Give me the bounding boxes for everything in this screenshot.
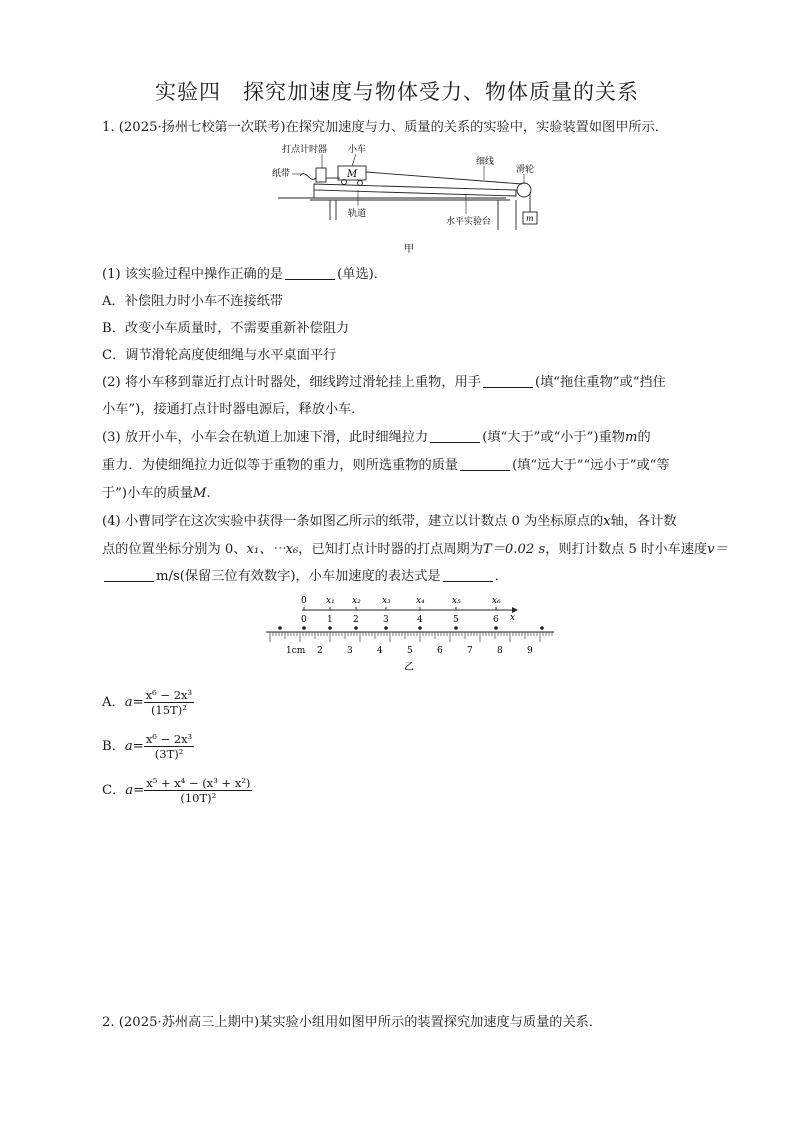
ruler-label: 6 xyxy=(437,646,443,656)
q1-part3-text-c: 的 xyxy=(637,430,651,445)
choice-a-var: a xyxy=(124,695,133,710)
q1-part3-text-e: (填“远大于”“远小于”或“等 xyxy=(512,458,670,473)
axis-top-label: x₄ xyxy=(416,596,425,606)
var-M: M. xyxy=(193,486,211,501)
option-c: C．调节滑轮高度使细绳与水平桌面平行 xyxy=(102,348,337,363)
var-v: v＝ xyxy=(707,542,728,557)
answer-blank-6[interactable] xyxy=(443,567,493,582)
q1-part4-line3 xyxy=(102,567,508,587)
label-string: 细线 xyxy=(476,157,495,167)
axis-mid-label: 5 xyxy=(453,615,459,625)
q1-part4-text-g: ． xyxy=(494,569,508,584)
axis-top-label: x₆ xyxy=(492,596,501,606)
q1-part3-text-b: (填“大于”或“小于”)重物 xyxy=(482,430,625,445)
q1-part4-text-e: ，则打计数点 5 时小车速度 xyxy=(545,542,708,557)
ruler-label: 2 xyxy=(317,646,323,656)
axis-top-label: x₁ xyxy=(326,596,335,606)
label-track: 轨道 xyxy=(348,209,367,219)
axis-mid-label: 1 xyxy=(327,615,333,625)
choice-b-letter: B． xyxy=(102,739,125,754)
axis-top-label: x₅ xyxy=(452,596,461,606)
var-m: m xyxy=(624,430,638,445)
q1-part2-text-a: (2) 将小车移到靠近打点计时器处，细线跨过滑轮挂上重物，用手 xyxy=(102,375,481,390)
ruler-label: 9 xyxy=(527,646,533,656)
figure-b-caption: 乙 xyxy=(404,662,414,673)
choice-b[interactable]: B．a= $\frac{\text{x⁶ − 2x³}}{\text{(3T)²}}$ xyxy=(102,732,193,761)
q1-part2-line1 xyxy=(102,373,666,393)
ruler-label: 3 xyxy=(347,646,353,656)
axis-top-label: x₂ xyxy=(352,596,361,606)
axis-mid-label: 2 xyxy=(353,615,359,625)
q1-part4-text-b: 轴，各计数 xyxy=(610,514,677,529)
option-a: A．补偿阻力时小车不连接纸带 xyxy=(102,294,283,309)
q1-part2-text-b: (填“拖住重物”或“挡住 xyxy=(534,375,666,390)
label-timer: 打点计时器 xyxy=(282,145,328,155)
choice-a-denominator: (15T)² xyxy=(150,703,187,717)
q1-part3-text-f: 于”)小车的质量 xyxy=(102,486,194,501)
label-car: 小车 xyxy=(348,145,367,155)
q1-part4-line1 xyxy=(102,512,677,532)
ruler-ticks xyxy=(270,632,552,642)
car-mass-label: M xyxy=(347,169,358,180)
axis-ticks xyxy=(304,607,496,610)
choice-a-fraction xyxy=(144,688,194,717)
q1-part4-text-d: ，已知打点计时器的打点周期为 xyxy=(298,542,483,557)
label-tape: 纸带 xyxy=(272,169,291,179)
option-b: B．改变小车质量时，不需要重新补偿阻力 xyxy=(102,321,350,336)
answer-blank-2[interactable] xyxy=(483,373,533,388)
ruler-label: 5 xyxy=(407,646,413,656)
choice-c-letter: C． xyxy=(102,783,126,798)
q1-part3-text-d: 重力．为使细绳拉力近似等于重物的重力，则所选重物的质量 xyxy=(102,458,459,473)
axis-top-label: 0 xyxy=(301,596,307,606)
answer-blank-5[interactable] xyxy=(104,567,154,582)
axis-top-label: x₃ xyxy=(382,596,391,606)
page-title: 实验四 探究加速度与物体受力、物体质量的关系 xyxy=(155,80,639,104)
q1-part4-line2 xyxy=(102,540,728,560)
q1-part1-text: (1) 该实验过程中操作正确的是 xyxy=(102,267,284,282)
q2-stem: 2. (2025·苏州高三上期中)某实验小组用如图甲所示的装置探究加速度与质量的关系． xyxy=(102,1015,603,1030)
ruler-label: 1cm xyxy=(286,646,306,656)
q1-part3-line1 xyxy=(102,428,651,448)
figure-apparatus xyxy=(270,140,560,260)
figure-a-caption: 甲 xyxy=(404,244,414,255)
choice-a-numerator: x⁶ − 2x³ xyxy=(145,688,193,702)
ruler-label: 8 xyxy=(497,646,503,656)
var-x: x xyxy=(603,514,611,529)
axis-label-x: x xyxy=(510,613,516,623)
label-table: 水平实验台 xyxy=(446,217,492,227)
answer-blank-3[interactable] xyxy=(430,428,480,443)
choice-b-var: a xyxy=(124,739,133,754)
choice-c-fraction xyxy=(144,776,252,805)
q1-part1 xyxy=(102,265,387,285)
ruler-label: 4 xyxy=(377,646,383,656)
var-xs: x₁、⋯x₆ xyxy=(246,542,299,557)
q1-part2-line2: 小车”)，接通打点计时器电源后，释放小车． xyxy=(102,402,365,417)
choice-b-fraction xyxy=(144,732,194,761)
var-T: T＝0.02 s xyxy=(482,542,546,557)
q1-part3-line3 xyxy=(102,484,211,504)
axis-mid-label: 3 xyxy=(383,615,389,625)
choice-b-denominator: (3T)² xyxy=(154,747,184,761)
label-pulley: 滑轮 xyxy=(516,165,535,175)
choice-a-letter: A． xyxy=(102,695,125,710)
choice-c-denominator: (10T)² xyxy=(180,791,217,805)
weight-mass-label: m xyxy=(526,214,534,223)
tape xyxy=(300,174,316,180)
figure-tape-ruler xyxy=(262,592,562,674)
axis-mid-label: 0 xyxy=(301,615,307,625)
ruler-label: 7 xyxy=(467,646,473,656)
choice-a[interactable]: A．a= $\frac{\text{x⁶ − 2x³}}{\text{(15T)²}}$ xyxy=(102,688,193,717)
answer-blank-4[interactable] xyxy=(460,456,510,471)
axis-mid-label: 4 xyxy=(417,615,423,625)
q1-stem: 1. (2025·扬州七校第一次联考)在探究加速度与力、质量的关系的实验中，实验装置如图甲所示． xyxy=(102,120,668,135)
string xyxy=(366,172,522,184)
choice-c[interactable]: C．a= $\frac{\text{x⁵ + x⁴ − (x³ + x²)}}{\text{(10T)²}}$ xyxy=(102,776,251,805)
axis-mid-label: 6 xyxy=(493,615,499,625)
timer xyxy=(316,168,326,182)
q1-part3-text-a: (3) 放开小车，小车会在轨道上加速下滑，此时细绳拉力 xyxy=(102,430,429,445)
choice-c-numerator: x⁵ + x⁴ − (x³ + x²) xyxy=(146,776,251,790)
q1-part3-line2 xyxy=(102,456,670,476)
tape-dots xyxy=(278,626,544,630)
q1-part4-text-f: m/s(保留三位有效数字)，小车加速度的表达式是 xyxy=(156,569,441,584)
pulley xyxy=(517,183,531,197)
q1-part4-text-c: 点的位置坐标分别为 0、 xyxy=(102,542,247,557)
q1-part1-tail: (单选)． xyxy=(337,267,387,282)
choice-b-numerator: x⁶ − 2x³ xyxy=(145,732,193,746)
q1-part4-text-a: (4) 小曹同学在这次实验中获得一条如图乙所示的纸带，建立以计数点 0 为坐标原点的 xyxy=(102,514,604,529)
choice-c-var: a xyxy=(125,783,134,798)
answer-blank-1[interactable] xyxy=(285,265,335,280)
